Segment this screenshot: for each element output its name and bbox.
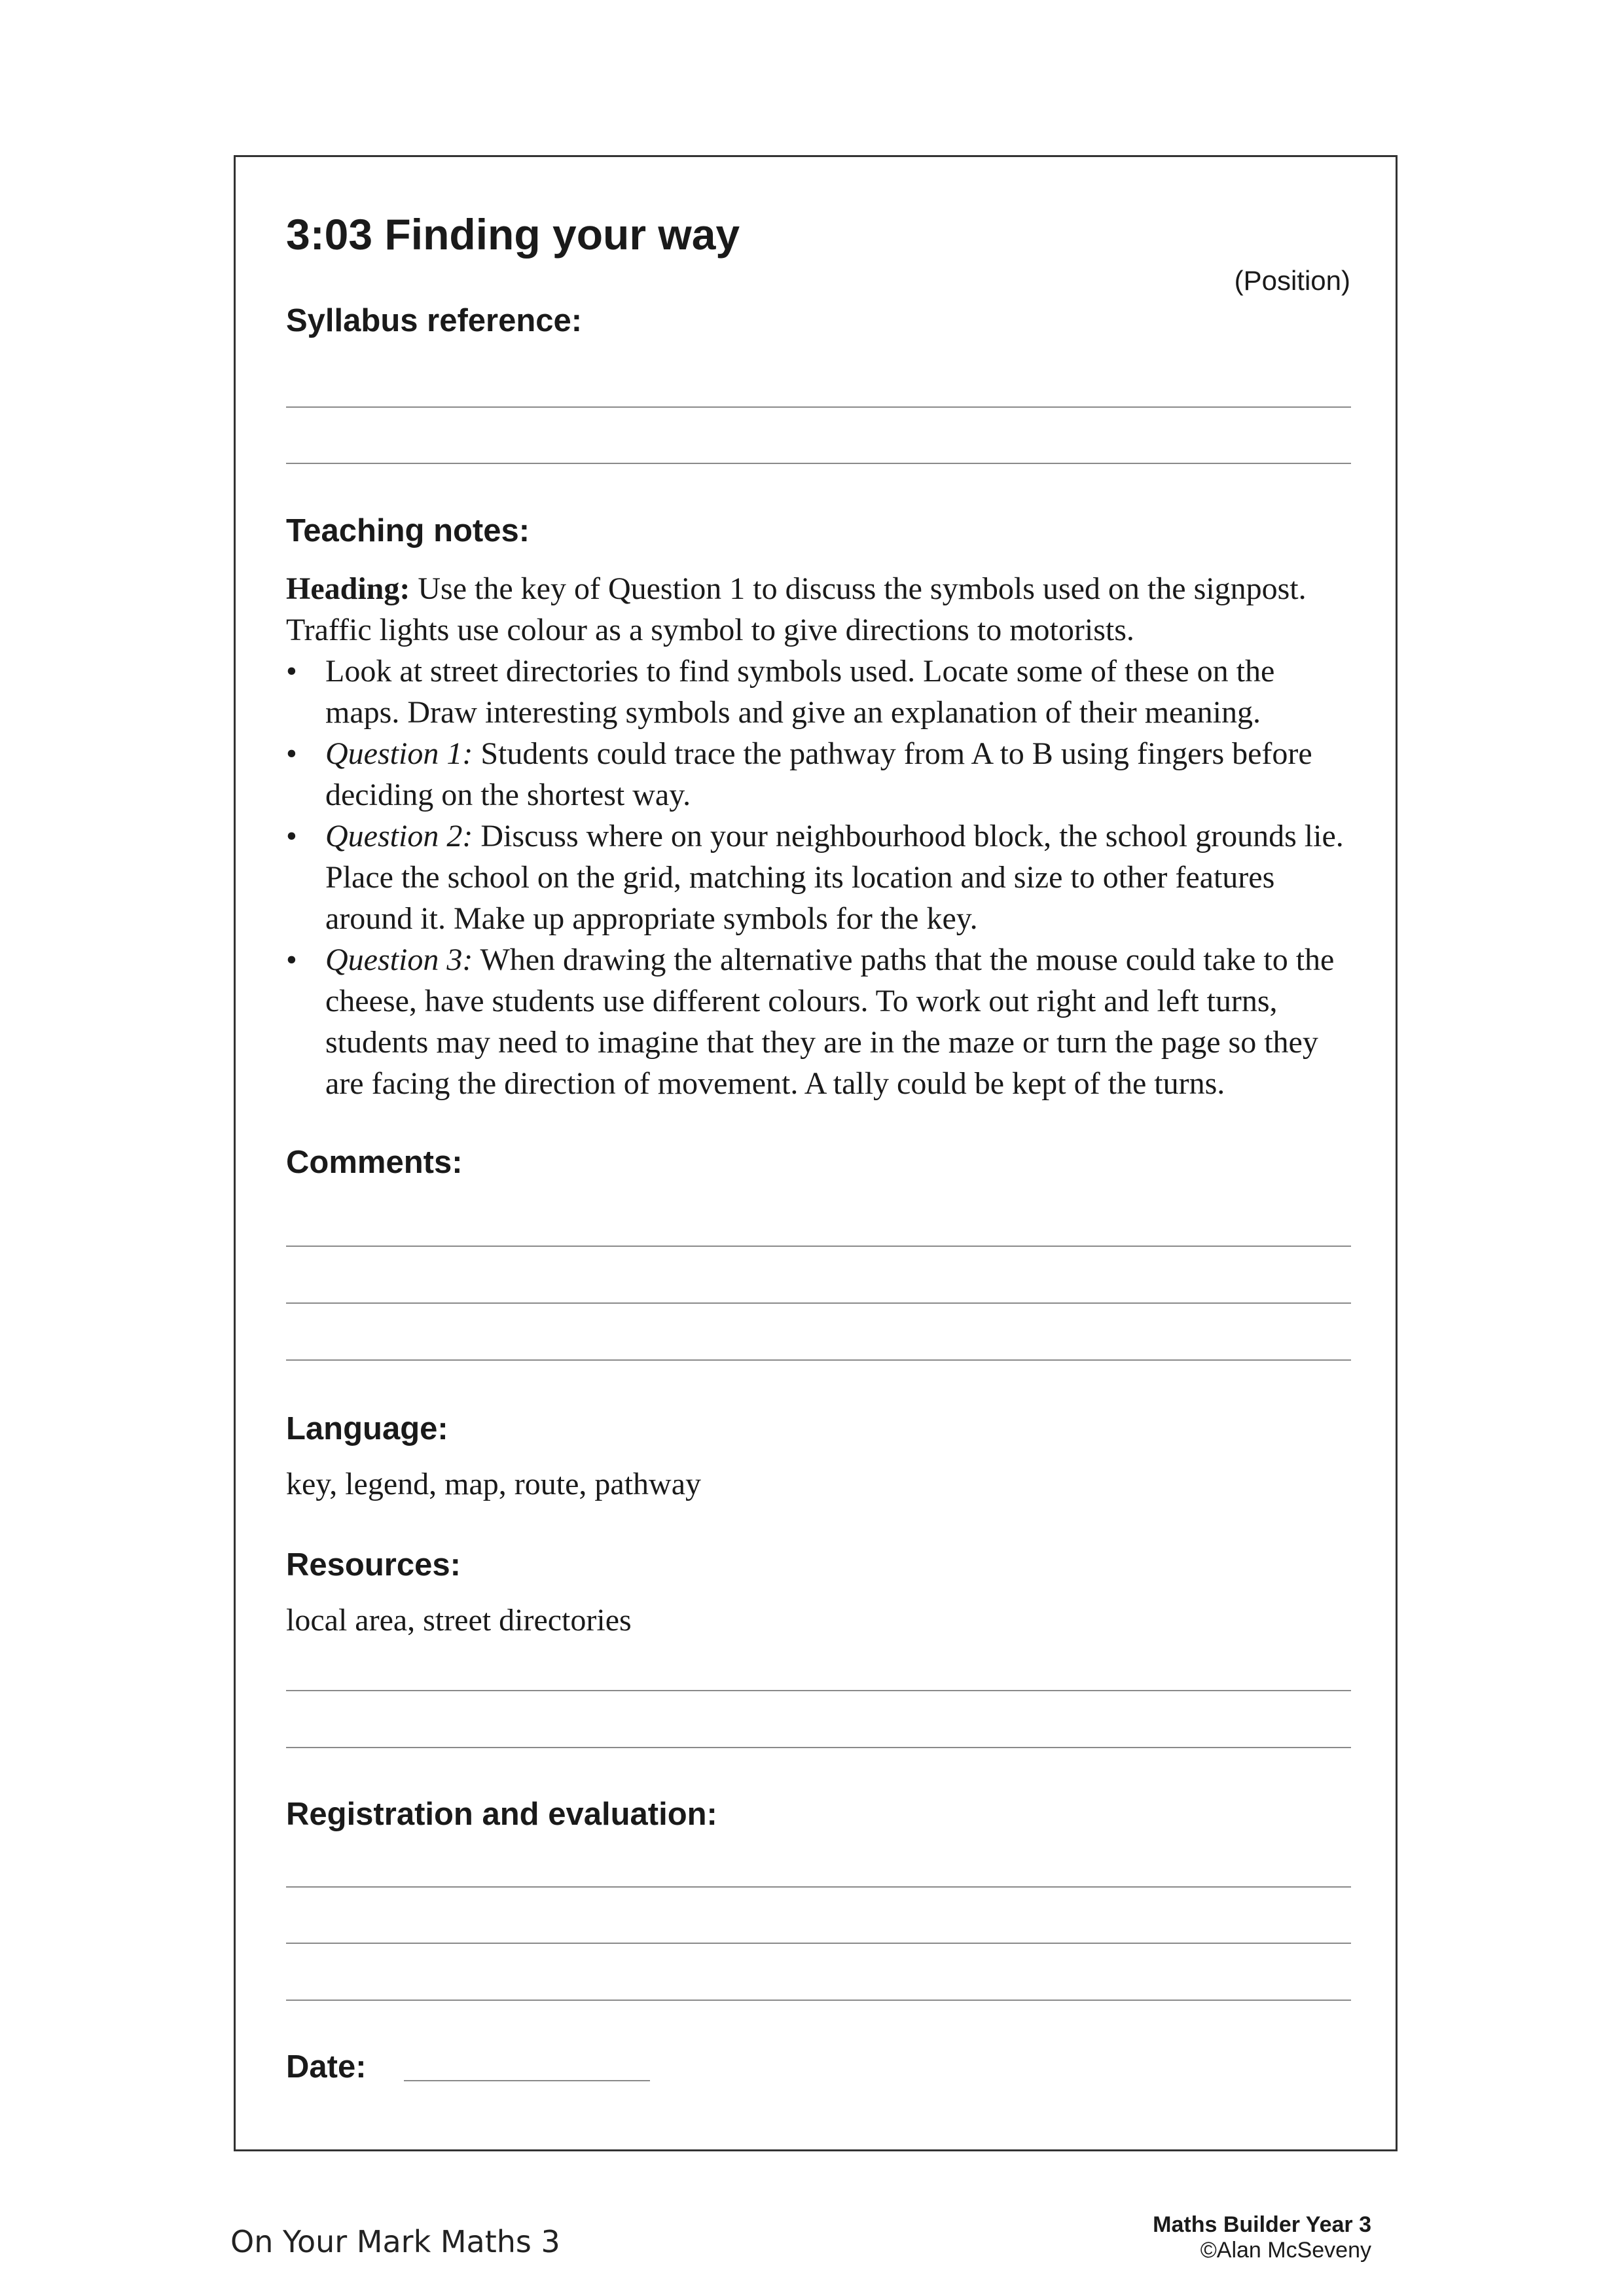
bullet-label: Question 1: xyxy=(325,736,473,771)
bullet-text: Discuss where on your neighbourhood block, the school grounds lie. Place the school on the grid, matching its location and size to other features around it. Make up appropriate symbols for the key. xyxy=(325,819,1344,936)
comments-line-1 xyxy=(286,1246,1351,1247)
bullet-icon: • xyxy=(286,942,297,977)
intro-text: Use the key of Question 1 to discuss the symbols used on the signpost. Traffic lights use colour as a symbol to give directions to motorists. xyxy=(286,571,1307,647)
resources-heading: Resources: xyxy=(286,1547,461,1583)
bullet-item xyxy=(286,651,1353,733)
bullet-text: Students could trace the pathway from A to B using fingers before deciding on the shortest way. xyxy=(325,736,1312,812)
syllabus-line-1 xyxy=(286,406,1351,408)
bullet-text: Look at street directories to find symbols used. Locate some of these on the maps. Draw interesting symbols and give an explanation of their meaning. xyxy=(325,654,1275,730)
resources-line-1 xyxy=(286,1690,1351,1691)
registration-heading: Registration and evaluation: xyxy=(286,1797,717,1832)
comments-line-3 xyxy=(286,1359,1351,1361)
teaching-notes-heading: Teaching notes: xyxy=(286,513,530,548)
bullet-label: Question 3: xyxy=(325,942,473,977)
teaching-bullets xyxy=(286,651,1353,1104)
teaching-notes-body xyxy=(286,568,1353,1104)
series-name: On Your Mark Maths 3 xyxy=(230,2224,560,2259)
date-field-line xyxy=(404,2080,650,2081)
language-heading: Language: xyxy=(286,1411,448,1446)
registration-line-1 xyxy=(286,1886,1351,1888)
registration-line-3 xyxy=(286,2000,1351,2001)
bullet-icon: • xyxy=(286,819,297,853)
resources-line-2 xyxy=(286,1747,1351,1748)
book-title: Maths Builder Year 3 xyxy=(1153,2212,1371,2237)
syllabus-line-2 xyxy=(286,463,1351,464)
resources-text: local area, street directories xyxy=(286,1603,632,1638)
intro-label: Heading: xyxy=(286,571,410,606)
teaching-intro xyxy=(286,568,1353,651)
comments-line-2 xyxy=(286,1302,1351,1304)
comments-heading: Comments: xyxy=(286,1145,463,1180)
page-title: 3:03 Finding your way xyxy=(286,210,740,259)
syllabus-heading: Syllabus reference: xyxy=(286,303,583,338)
bullet-icon: • xyxy=(286,654,297,689)
date-label: Date: xyxy=(286,2049,367,2085)
bullet-text: When drawing the alternative paths that the mouse could take to the cheese, have students use different colours. To work out right and left turns, students may need to imagine that they are in the maze or turn the page so they are facing the direction of movement. A tally could be kept of the turns. xyxy=(325,942,1335,1101)
language-text: key, legend, map, route, pathway xyxy=(286,1467,702,1501)
bullet-item xyxy=(286,939,1353,1104)
bullet-icon: • xyxy=(286,736,297,771)
footer-credit xyxy=(1153,2212,1371,2263)
bullet-item xyxy=(286,733,1353,816)
bullet-label: Question 2: xyxy=(325,819,473,853)
bullet-item xyxy=(286,816,1353,939)
registration-line-2 xyxy=(286,1943,1351,1944)
copyright: ©Alan McSeveny xyxy=(1200,2238,1371,2263)
position-tag: (Position) xyxy=(1234,265,1350,296)
